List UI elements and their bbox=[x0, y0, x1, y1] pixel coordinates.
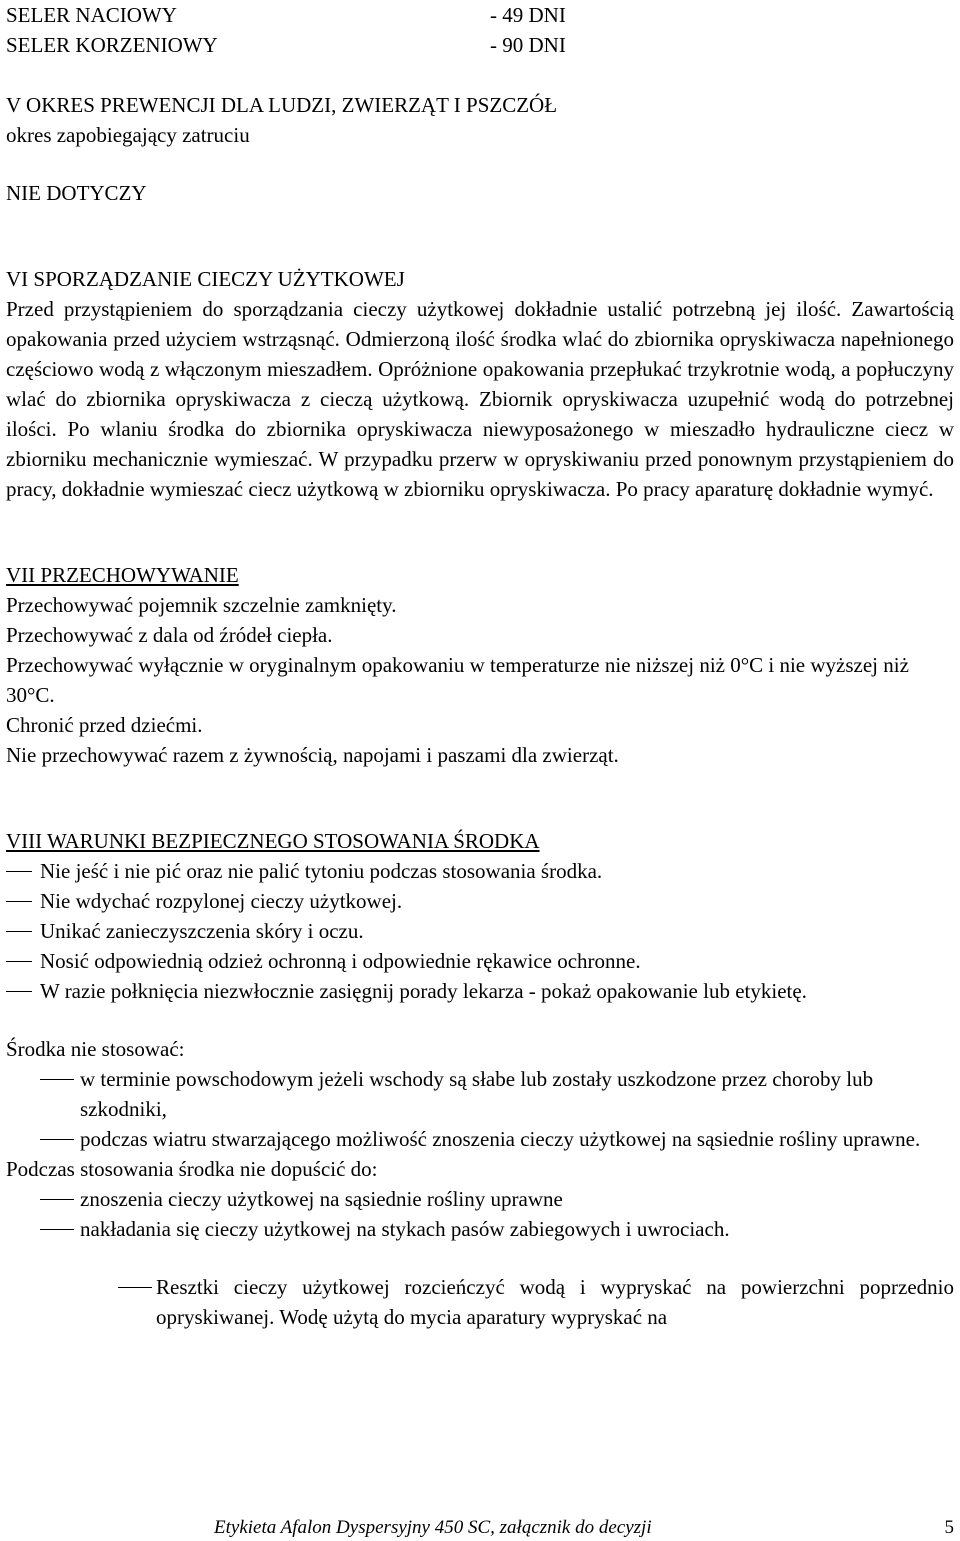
section-5-subheading: okres zapobiegający zatruciu bbox=[6, 123, 250, 147]
dash-bullet-icon bbox=[6, 976, 32, 1006]
list-item: Nosić odpowiednią odzież ochronną i odpowiednie rękawice ochronne. bbox=[6, 946, 954, 976]
storage-line: Przechowywać z dala od źródeł ciepła. bbox=[6, 623, 333, 647]
page-footer bbox=[0, 1515, 960, 1541]
crop-name: SELER NACIOWY bbox=[6, 3, 177, 27]
list-item: nakładania się cieczy użytkowej na stykach pasów zabiegowych i uwrociach. bbox=[6, 1214, 954, 1244]
section-5-value: NIE DOTYCZY bbox=[6, 181, 147, 205]
list-item: znoszenia cieczy użytkowej na sąsiednie rośliny uprawne bbox=[6, 1184, 954, 1214]
waiting-period-row bbox=[6, 30, 954, 60]
residue-list bbox=[118, 1272, 954, 1332]
waiting-days: - 49 DNI bbox=[490, 3, 566, 27]
waiting-days: - 90 DNI bbox=[490, 33, 566, 57]
dash-bullet-icon bbox=[40, 1184, 74, 1214]
not-use-list bbox=[6, 1064, 954, 1154]
document-page bbox=[6, 0, 954, 1332]
list-item: w terminie powschodowym jeżeli wschody są słabe lub zostały uszkodzone przez choroby lub szkodniki, bbox=[6, 1064, 954, 1124]
section-6-heading: VI SPORZĄDZANIE CIECZY UŻYTKOWEJ bbox=[6, 267, 405, 291]
list-item: podczas wiatru stwarzającego możliwość znoszenia cieczy użytkowej na sąsiednie rośliny uprawne. bbox=[6, 1124, 954, 1154]
storage-line: Przechowywać pojemnik szczelnie zamknięty. bbox=[6, 593, 397, 617]
prevent-label: Podczas stosowania środka nie dopuścić do: bbox=[6, 1157, 378, 1181]
dash-bullet-icon bbox=[6, 946, 32, 976]
storage-line: Przechowywać wyłącznie w oryginalnym opakowaniu w temperaturze nie niższej niż 0°C i nie wyższej niż 30°C. bbox=[6, 653, 909, 707]
not-use-label: Środka nie stosować: bbox=[6, 1037, 185, 1061]
dash-bullet-icon bbox=[40, 1064, 74, 1094]
list-item: Unikać zanieczyszczenia skóry i oczu. bbox=[6, 916, 954, 946]
storage-line: Chronić przed dziećmi. bbox=[6, 713, 203, 737]
crop-name: SELER KORZENIOWY bbox=[6, 33, 218, 57]
dash-bullet-icon bbox=[40, 1214, 74, 1244]
safety-list bbox=[6, 856, 954, 1006]
list-item: Resztki cieczy użytkowej rozcieńczyć wodą i wypryskać na powierzchni poprzednio opryskiwanej. Wodę użytą do mycia aparatury wypryskać na bbox=[118, 1272, 954, 1332]
section-5-heading: V OKRES PREWENCJI DLA LUDZI, ZWIERZĄT I PSZCZÓŁ bbox=[6, 93, 558, 117]
section-8-heading: VIII WARUNKI BEZPIECZNEGO STOSOWANIA ŚRODKA bbox=[6, 829, 540, 853]
list-item: W razie połknięcia niezwłocznie zasięgnij porady lekarza - pokaż opakowanie lub etykietę. bbox=[6, 976, 954, 1006]
footer-text: Etykieta Afalon Dyspersyjny 450 SC, załącznik do decyzji bbox=[214, 1517, 652, 1538]
dash-bullet-icon bbox=[40, 1124, 74, 1154]
waiting-period-row bbox=[6, 0, 954, 30]
dash-bullet-icon bbox=[6, 886, 32, 916]
storage-line: Nie przechowywać razem z żywnością, napojami i paszami dla zwierząt. bbox=[6, 743, 619, 767]
dash-bullet-icon bbox=[118, 1272, 152, 1302]
list-item: Nie jeść i nie pić oraz nie palić tytoniu podczas stosowania środka. bbox=[6, 856, 954, 886]
page-number: 5 bbox=[944, 1517, 954, 1538]
prevent-list bbox=[6, 1184, 954, 1244]
section-6-body: Przed przystąpieniem do sporządzania cieczy użytkowej dokładnie ustalić potrzebną jej ilość. Zawartością opakowania przed użyciem wstrząsnąć. Odmierzoną ilość środka wlać do zbiornika opryskiwacza napełnionego częściowo wodą z włączonym mieszadłem. Opróżnione opakowania przepłukać trzykrotnie wodą, a popłuczyny wlać do zbiornika opryskiwacza z cieczą użytkową. Zbiornik opryskiwacza uzupełnić wodą do potrzebnej ilości. Po wlaniu środka do zbiornika opryskiwacza niewyposażonego w mieszadło hydrauliczne ciecz w zbiorniku mechanicznie wymieszać. W przypadku przerw w opryskiwaniu przed ponownym przystąpieniem do pracy, dokładnie wymieszać ciecz użytkową w zbiorniku opryskiwacza. Po pracy aparaturę dokładnie wymyć. bbox=[6, 297, 954, 501]
list-item: Nie wdychać rozpylonej cieczy użytkowej. bbox=[6, 886, 954, 916]
section-7-heading: VII PRZECHOWYWANIE bbox=[6, 563, 239, 587]
dash-bullet-icon bbox=[6, 856, 32, 886]
dash-bullet-icon bbox=[6, 916, 32, 946]
